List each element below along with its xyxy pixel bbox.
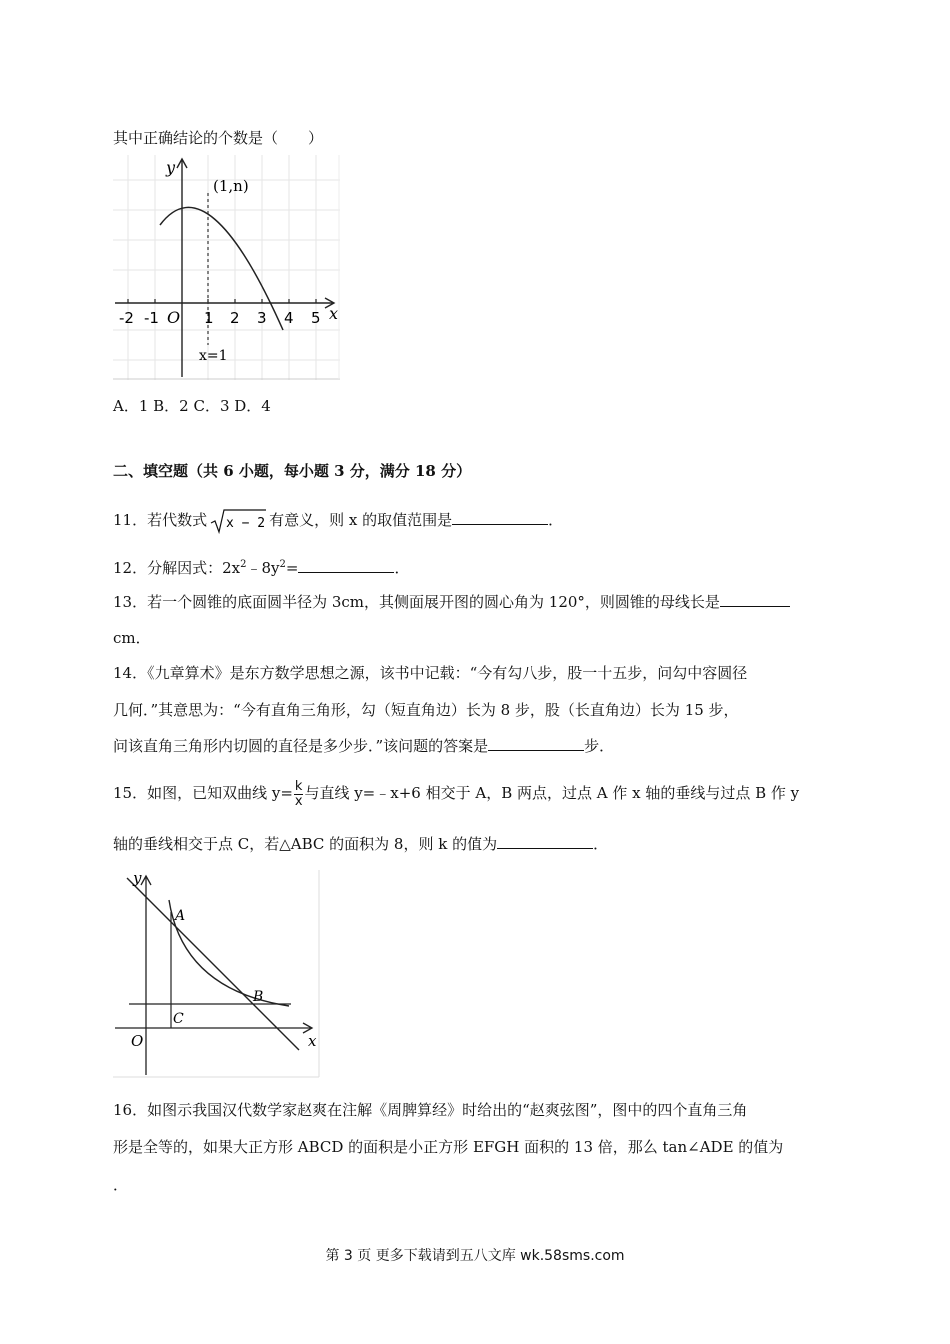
q12-exp1: 2 [240, 559, 247, 570]
tick-label-5: 5 [311, 309, 321, 327]
point-c-label: C [173, 1011, 184, 1027]
q12-end: ． [394, 559, 410, 577]
origin-label-2: O [131, 1032, 144, 1050]
q11-suffix: 有意义，则 x 的取值范围是 [269, 511, 453, 529]
question-13-line1 [113, 592, 790, 612]
answer-blank-14[interactable] [488, 736, 584, 751]
question-14-line2: 几何．”其意思为：“今有直角三角形，勾（短直角边）长为 8 步，股（长直角边）长为 15 步， [113, 701, 739, 719]
x-axis-label-2: x [308, 1032, 317, 1050]
question-12 [113, 555, 409, 578]
q15-prefix: 15．如图，已知双曲线 y= [113, 784, 293, 802]
vertex-label: (1,n) [213, 177, 249, 195]
q13-text: 13．若一个圆锥的底面圆半径为 3cm，其侧面展开图的圆心角为 120°，则圆锥的母线长是 [113, 593, 720, 611]
x-axis-label: x [329, 304, 339, 323]
q12-middle: ﹣8y [246, 559, 280, 577]
y-axis-label-2: y [133, 870, 142, 887]
q14-suffix: 步． [584, 737, 615, 755]
q12-prefix: 12．分解因式：2x [113, 559, 241, 577]
question-11 [113, 508, 563, 534]
tick-label-2: 2 [230, 309, 240, 327]
answer-blank-11[interactable] [452, 510, 548, 525]
tick-label-neg1: -1 [144, 309, 159, 327]
hyperbola-graph [113, 870, 320, 1078]
tick-label-1: 1 [204, 309, 214, 327]
q15-line2-prefix: 轴的垂线相交于点 C，若△ABC 的面积为 8，则 k 的值为 [113, 835, 498, 853]
question-16-line1: 16．如图示我国汉代数学家赵爽在注解《周脾算经》时给出的“赵爽弦图”，图中的四个直角三角 [113, 1101, 748, 1119]
question-15-line1 [113, 779, 799, 809]
square-root [209, 508, 267, 534]
question-16-line2: 形是全等的，如果大正方形 ABCD 的面积是小正方形 EFGH 面积的 13 倍，那么 tan∠ADE 的值为 [113, 1138, 784, 1156]
q12-exp2: 2 [279, 559, 286, 570]
point-a-label: A [175, 908, 186, 924]
answer-blank-12[interactable] [298, 558, 394, 573]
axis-line-label: x=1 [199, 348, 228, 364]
frac-numerator: k [294, 778, 303, 794]
intro-question: 其中正确结论的个数是（ ） [113, 129, 324, 147]
question-15-line2 [113, 834, 608, 854]
frac-denominator: x [294, 793, 303, 809]
q15-suffix: 与直线 y=﹣x+6 相交于 A，B 两点，过点 A 作 x 轴的垂线与过点 B 作 y [304, 784, 800, 802]
hyperbola-curve [169, 900, 289, 1006]
question-14-line3 [113, 736, 614, 756]
question-14-line1: 14．《九章算术》是东方数学思想之源，该书中记载：“今有勾八步，股一十五步，问勾中容圆径 [113, 664, 748, 682]
answer-blank-15[interactable] [497, 834, 593, 849]
section-heading: 二、填空题（共 6 小题，每小题 3 分，满分 18 分） [113, 462, 472, 480]
page-footer: 第 3 页 更多下载请到五八文库 wk.58sms.com [325, 1248, 625, 1264]
parabola-graph [113, 155, 340, 380]
tick-label-neg2: -2 [119, 309, 134, 327]
q15-end: ． [593, 835, 609, 853]
point-b-label: B [253, 989, 264, 1005]
fraction-k-over-x [294, 780, 304, 809]
question-13-line2: cm． [113, 629, 151, 647]
answer-blank-13[interactable] [720, 592, 790, 607]
question-16-line3: ． [113, 1176, 129, 1194]
origin-label: O [167, 308, 181, 327]
y-axis-label: y [166, 158, 176, 177]
q11-radicand: x − 2 [226, 516, 266, 531]
q12-suffix: = [285, 559, 299, 577]
q14-prefix: 问该直角三角形内切圆的直径是多少步．”该问题的答案是 [113, 737, 489, 755]
tick-label-4: 4 [284, 309, 294, 327]
q11-prefix: 11．若代数式 [113, 511, 208, 529]
tick-label-3: 3 [257, 309, 267, 327]
q11-end: ． [548, 511, 564, 529]
choices: A．1 B．2 C．3 D．4 [113, 397, 271, 415]
straight-line [127, 878, 299, 1050]
